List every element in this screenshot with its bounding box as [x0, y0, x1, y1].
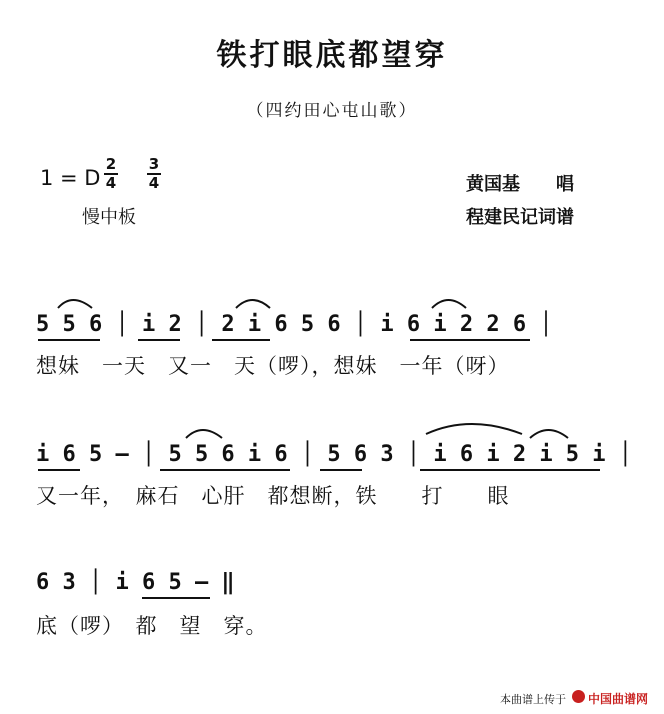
song-subtitle: （四约田心屯山歌）	[246, 101, 418, 121]
upload-footer	[500, 690, 648, 707]
slur-arc	[186, 430, 222, 438]
time-denominator: 4	[105, 174, 117, 192]
singer-credit: 黄国基 唱	[466, 174, 574, 195]
notation-line-3: 6 3 │ i 6 5 – ‖	[36, 570, 235, 595]
site-name: 中国曲谱网	[587, 692, 648, 706]
notation-credit: 程建民记词谱	[466, 207, 574, 228]
slur-arc	[426, 424, 522, 434]
time-numerator: 3	[148, 155, 160, 173]
time-numerator: 2	[105, 155, 117, 173]
site-logo[interactable]	[572, 690, 648, 707]
slur-arc	[58, 300, 92, 308]
key-signature: 1 = D	[40, 166, 101, 190]
slur-arc	[530, 430, 568, 438]
lyrics-line-3: 底（啰） 都 望 穿。	[36, 614, 268, 638]
lyrics-line-1: 想妹 一天 又一 天（啰），想妹 一年（呀）	[36, 354, 510, 378]
slur-arc	[236, 300, 270, 308]
tempo-marking: 慢中板	[82, 207, 136, 228]
notation-line-2: i 6 5 – │ 5 5 6 i 6 │ 5 6 3 │ i 6 i 2 i 5 i │	[36, 442, 633, 467]
site-logo-icon	[572, 690, 585, 703]
lyrics-line-2: 又一年， 麻石 心肝 都想断，铁 打 眼	[36, 484, 510, 508]
footer-text: 本曲谱上传于	[499, 692, 566, 706]
slur-arc	[432, 300, 466, 308]
song-title: 铁打眼底都望穿	[216, 38, 448, 73]
time-denominator: 4	[148, 174, 160, 192]
notation-line-1: 5 5 6 │ i 2 │ 2 i 6 5 6 │ i 6 i 2 2 6 │	[36, 312, 553, 337]
